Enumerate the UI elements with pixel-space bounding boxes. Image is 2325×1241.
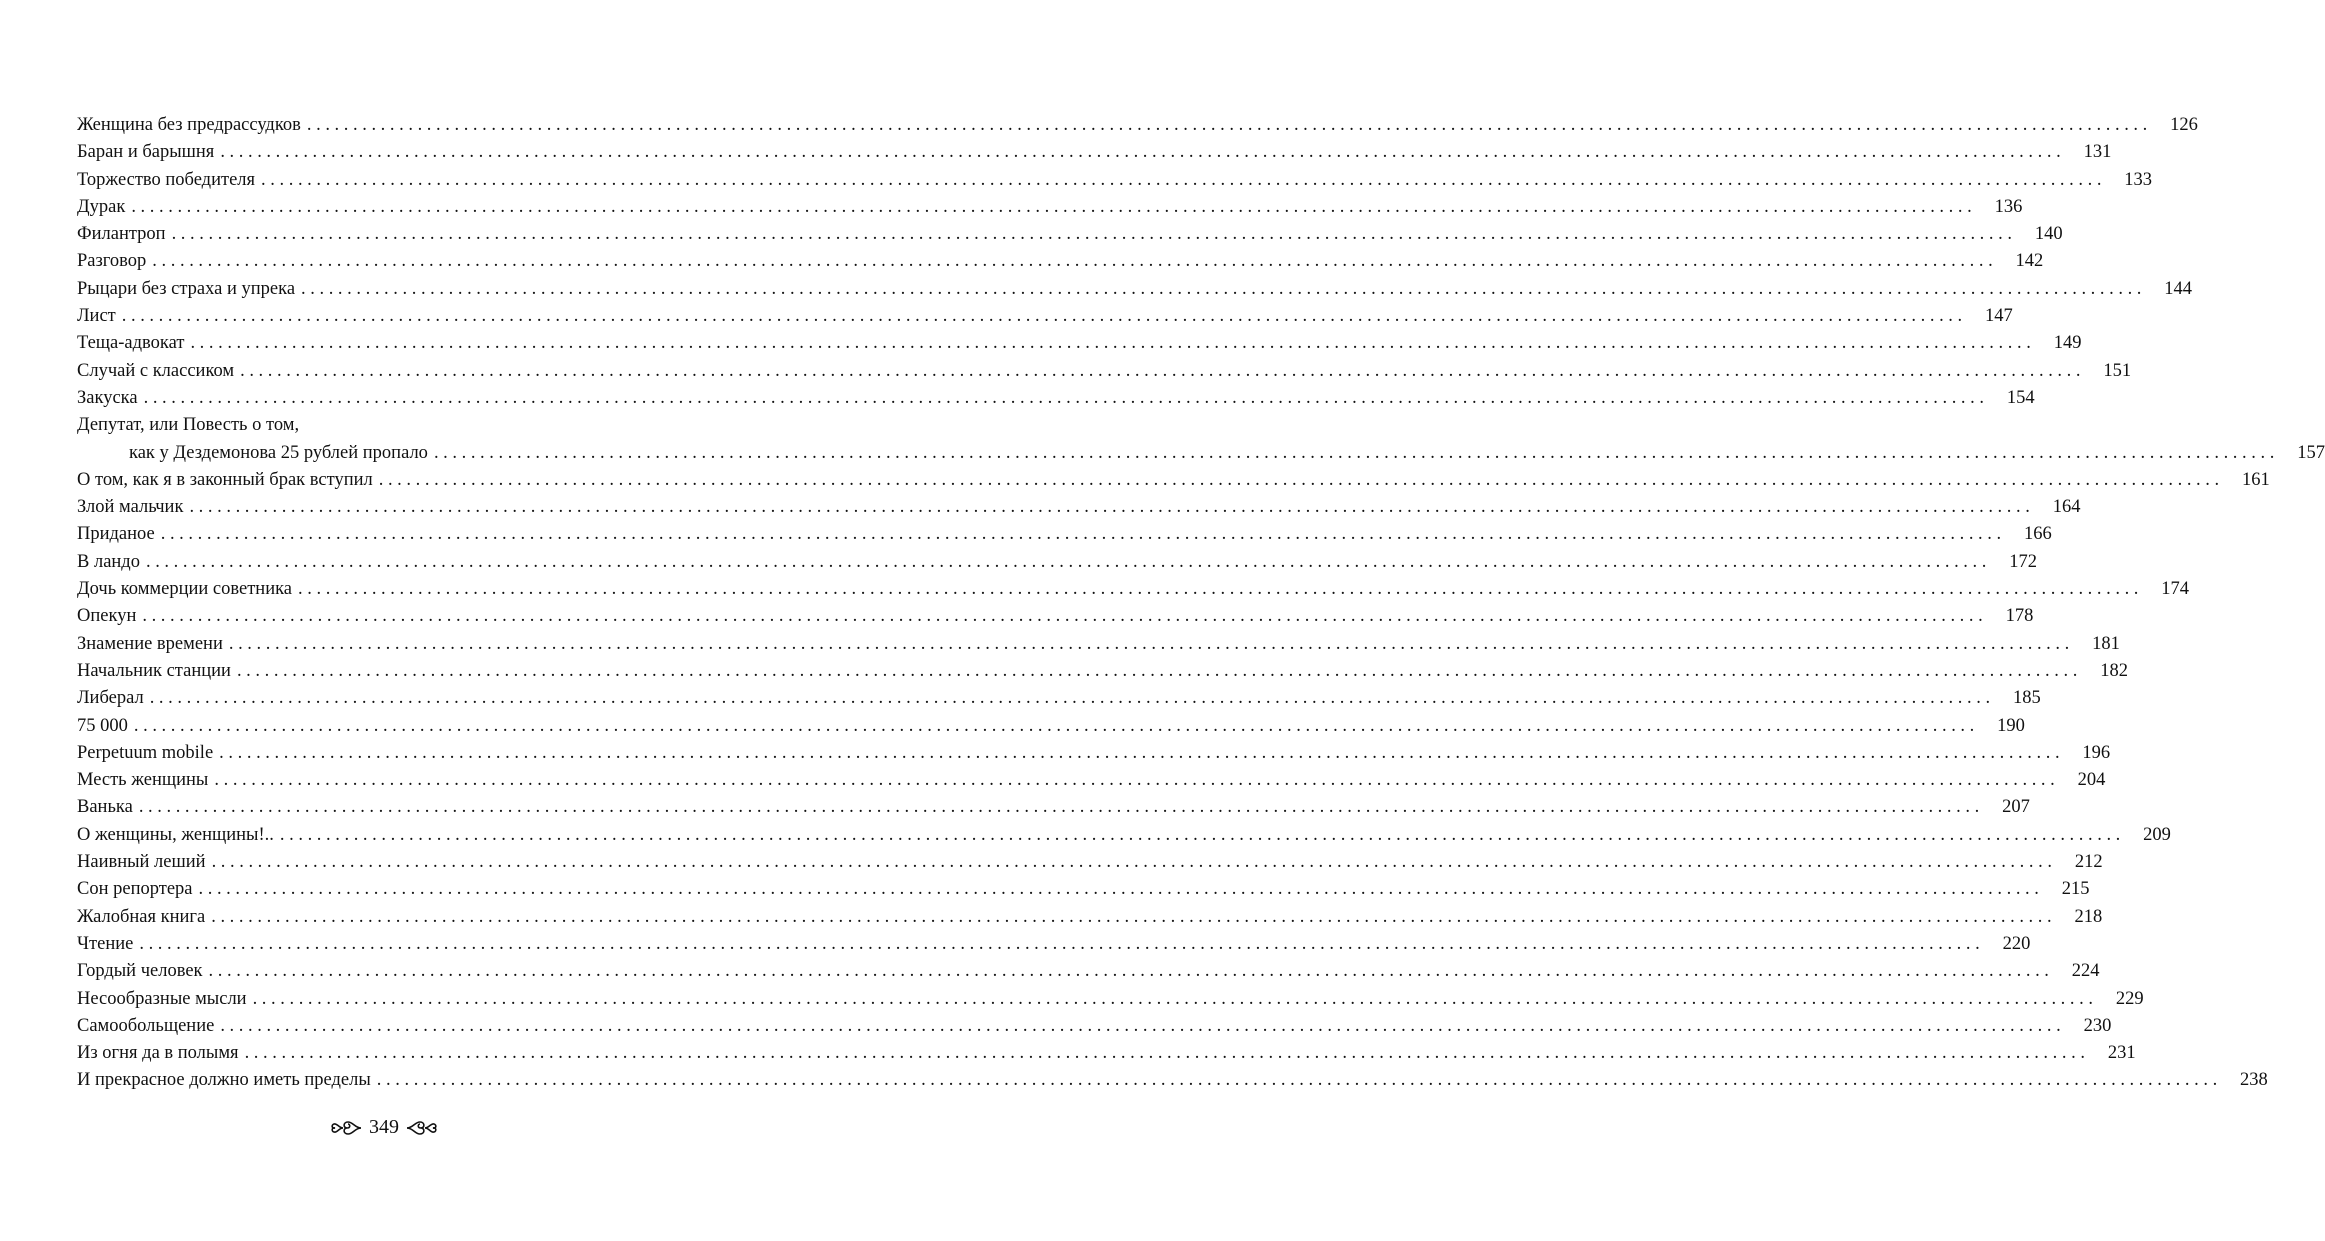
toc-leader-dots: ........................................................................................................................................................................................................ <box>378 469 2224 490</box>
toc-leader-dots: ........................................................................................................................................................................................................ <box>236 660 2082 681</box>
toc-leader-dots: ........................................................................................................................................................................................................ <box>145 551 1991 572</box>
toc-entry <box>77 740 2111 767</box>
toc-entry <box>77 330 2082 357</box>
toc-entry <box>77 958 2100 985</box>
toc-entry-title: И прекрасное должно иметь пределы <box>77 1070 371 1091</box>
toc-leader-dots: ........................................................................................................................................................................................................ <box>244 1043 2090 1064</box>
toc-entry-title: Филантроп <box>77 224 166 245</box>
toc-entry <box>77 303 2013 330</box>
toc-entry-title: Жалобная книга <box>77 906 206 927</box>
toc-entry <box>77 794 2030 821</box>
toc-entry <box>77 440 2325 467</box>
toc-entry-title: Дурак <box>77 196 126 217</box>
toc-entry-title: 75 000 <box>77 715 128 736</box>
toc-entry <box>77 1013 2112 1040</box>
toc-entry-page: 190 <box>1997 715 2025 736</box>
toc-entry-page: 185 <box>2012 688 2041 709</box>
toc-entry <box>77 358 2132 385</box>
toc-entry-page: 144 <box>2164 278 2193 299</box>
toc-entry <box>77 194 2023 221</box>
toc-entry-title: Чтение <box>77 933 134 954</box>
toc-entry-title: Либерал <box>77 688 144 709</box>
toc-entry-title: Рыцари без страха и упрека <box>77 278 296 299</box>
toc-entry-title: Торжество победителя <box>77 169 256 190</box>
toc-entry <box>77 822 2171 849</box>
toc-entry <box>77 658 2128 685</box>
toc-entry-title: Гордый человек <box>77 961 203 982</box>
toc-entry-title: О том, как я в законный брак вступил <box>77 469 373 490</box>
toc-entry-title: Опекун <box>77 606 137 627</box>
right-ornament-icon <box>405 1117 439 1139</box>
toc-entry-title: Perpetuum mobile <box>77 742 214 763</box>
toc-entry <box>77 685 2041 712</box>
toc-leader-dots: ........................................................................................................................................................................................................ <box>301 278 2147 299</box>
toc-entry-title: как у Дездемонова 25 рублей пропало <box>129 442 428 463</box>
toc-entry-page: 229 <box>2115 988 2144 1009</box>
toc-entry-page: 230 <box>2083 1015 2112 1036</box>
toc-leader-dots: ........................................................................................................................................................................................................ <box>149 688 1995 709</box>
toc-entry <box>77 467 2270 494</box>
toc-leader-dots: ........................................................................................................................................................................................................ <box>190 333 2036 354</box>
toc-entry <box>77 139 2112 166</box>
toc-entry-title: Ванька <box>77 797 133 818</box>
toc-entry-page: 212 <box>2074 852 2103 873</box>
toc-entry <box>77 767 2106 794</box>
toc-leader-dots: ........................................................................................................................................................................................................ <box>220 1015 2066 1036</box>
toc-entry-page: 140 <box>2034 224 2063 245</box>
toc-entry-page: 204 <box>2077 770 2106 791</box>
toc-leader-dots: ........................................................................................................................................................................................................ <box>279 824 2125 845</box>
toc-leader-dots: ........................................................................................................................................................................................................ <box>133 715 1979 736</box>
toc-leader-dots: ........................................................................................................................................................................................................ <box>220 142 2066 163</box>
toc-leader-dots: ........................................................................................................................................................................................................ <box>138 797 1984 818</box>
toc-leader-dots: ........................................................................................................................................................................................................ <box>211 852 2057 873</box>
toc-entry <box>77 248 2044 275</box>
toc-leader-dots: ........................................................................................................................................................................................................ <box>139 933 1985 954</box>
toc-entry-page: 182 <box>2100 660 2128 681</box>
toc-entry-page: 172 <box>2009 551 2037 572</box>
toc-leader-dots: ........................................................................................................................................................................................................ <box>189 497 2035 518</box>
toc-entry-title: Самообольщение <box>77 1015 215 1036</box>
toc-entry <box>77 221 2063 248</box>
toc-entry-page: 218 <box>2074 906 2103 927</box>
toc-entry-page: 174 <box>2161 579 2190 600</box>
toc-leader-dots: ........................................................................................................................................................................................................ <box>252 988 2098 1009</box>
toc-entry <box>77 931 2031 958</box>
toc-entry <box>77 385 2035 412</box>
toc-entry-page: 164 <box>2052 497 2081 518</box>
toc-entry <box>77 986 2144 1013</box>
toc-entry-title: Закуска <box>77 387 138 408</box>
toc-entry <box>77 521 2052 548</box>
toc-leader-dots: ........................................................................................................................................................................................................ <box>171 224 2017 245</box>
toc-leader-dots: ........................................................................................................................................................................................................ <box>306 115 2152 135</box>
toc-leader-dots: ........................................................................................................................................................................................................ <box>376 1070 2222 1091</box>
toc-entry-title: Приданое <box>77 524 155 545</box>
toc-entry-page: 166 <box>2023 524 2052 545</box>
toc-entry-title: Депутат, или Повесть о том, <box>77 415 300 436</box>
toc-entry <box>77 549 2037 576</box>
toc-leader-dots: ........................................................................................................................................................................................................ <box>228 633 2074 654</box>
toc-leader-dots: ........................................................................................................................................................................................................ <box>131 196 1977 217</box>
toc-leader-dots: ........................................................................................................................................................................................................ <box>214 770 2060 791</box>
toc-entry-title: В ландо <box>77 551 140 572</box>
left-ornament-icon <box>329 1117 363 1139</box>
toc-entry-title: Несообразные мысли <box>77 988 247 1009</box>
toc-entry-page: 149 <box>2053 333 2082 354</box>
toc-entry-page: 151 <box>2103 360 2132 381</box>
toc-entry-page: 224 <box>2071 961 2100 982</box>
toc-entry-page: 157 <box>2297 442 2325 463</box>
toc-entry-page: 178 <box>2005 606 2034 627</box>
toc-entry-page: 209 <box>2143 824 2171 845</box>
toc-entry-title: Сон репортера <box>77 879 193 900</box>
toc-entry-title: Знамение времени <box>77 633 223 654</box>
toc-entry-title: Месть женщины <box>77 770 209 791</box>
page-footer <box>0 1116 768 1139</box>
toc-leader-dots: ........................................................................................................................................................................................................ <box>211 906 2057 927</box>
toc-entry-page: 161 <box>2241 469 2270 490</box>
page-number: 349 <box>369 1116 399 1138</box>
toc-entry-page: 133 <box>2124 169 2153 190</box>
toc-entry-title: Теща-адвокат <box>77 333 185 354</box>
table-of-contents <box>77 112 2325 1095</box>
toc-entry-title: Женщина без предрассудков <box>77 115 301 135</box>
toc-leader-dots: ........................................................................................................................................................................................................ <box>198 879 2044 900</box>
toc-entry <box>77 494 2081 521</box>
toc-entry <box>77 112 2198 139</box>
toc-entry <box>77 1067 2268 1094</box>
toc-leader-dots: ........................................................................................................................................................................................................ <box>121 306 1967 327</box>
toc-leader-dots: ........................................................................................................................................................................................................ <box>160 524 2006 545</box>
toc-entry-title: Разговор <box>77 251 147 272</box>
toc-entry-page: 154 <box>2006 387 2035 408</box>
toc-leader-dots: ........................................................................................................................................................................................................ <box>298 579 2144 600</box>
toc-entry <box>77 167 2153 194</box>
toc-entry-title: Баран и барышня <box>77 142 215 163</box>
toc-entry-page: 142 <box>2015 251 2044 272</box>
toc-leader-dots: ........................................................................................................................................................................................................ <box>143 387 1989 408</box>
toc-entry-title: Дочь коммерции советника <box>77 579 293 600</box>
toc-entry <box>77 412 635 439</box>
toc-entry-page: 196 <box>2082 742 2111 763</box>
toc-entry <box>77 603 2034 630</box>
toc-entry-title: Из огня да в полымя <box>77 1043 239 1064</box>
toc-entry-page: 231 <box>2107 1043 2136 1064</box>
toc-entry-page: 181 <box>2092 633 2120 654</box>
toc-entry-page: 238 <box>2240 1070 2268 1091</box>
toc-entry-title: О женщины, женщины!.. <box>77 824 274 845</box>
toc-entry-page: 131 <box>2083 142 2112 163</box>
toc-leader-dots: ........................................................................................................................................................................................................ <box>433 442 2279 463</box>
toc-entry-title: Лист <box>77 306 116 327</box>
toc-entry-page: 136 <box>1994 196 2023 217</box>
toc-entry <box>77 876 2090 903</box>
toc-entry-page: 215 <box>2061 879 2090 900</box>
toc-entry-title: Начальник станции <box>77 660 231 681</box>
toc-entry <box>77 631 2120 658</box>
toc-entry-title: Злой мальчик <box>77 497 184 518</box>
toc-entry <box>77 276 2193 303</box>
toc-entry <box>77 904 2103 931</box>
toc-entry <box>77 713 2025 740</box>
toc-entry <box>77 576 2190 603</box>
toc-leader-dots: ........................................................................................................................................................................................................ <box>152 251 1998 272</box>
toc-leader-dots: ........................................................................................................................................................................................................ <box>142 606 1988 627</box>
toc-entry-title: Наивный леший <box>77 852 206 873</box>
toc-entry <box>77 1040 2136 1067</box>
toc-leader-dots: ........................................................................................................................................................................................................ <box>261 169 2107 190</box>
toc-entry-page: 147 <box>1985 306 2013 327</box>
toc-entry-title: Случай с классиком <box>77 360 235 381</box>
toc-leader-dots: ........................................................................................................................................................................................................ <box>240 360 2086 381</box>
toc-entry-page: 207 <box>2002 797 2030 818</box>
toc-entry-page: 220 <box>2002 933 2031 954</box>
toc-leader-dots: ........................................................................................................................................................................................................ <box>219 742 2065 763</box>
toc-entry <box>77 849 2103 876</box>
toc-leader-dots: ........................................................................................................................................................................................................ <box>208 961 2054 982</box>
toc-entry-page: 126 <box>2170 115 2198 135</box>
